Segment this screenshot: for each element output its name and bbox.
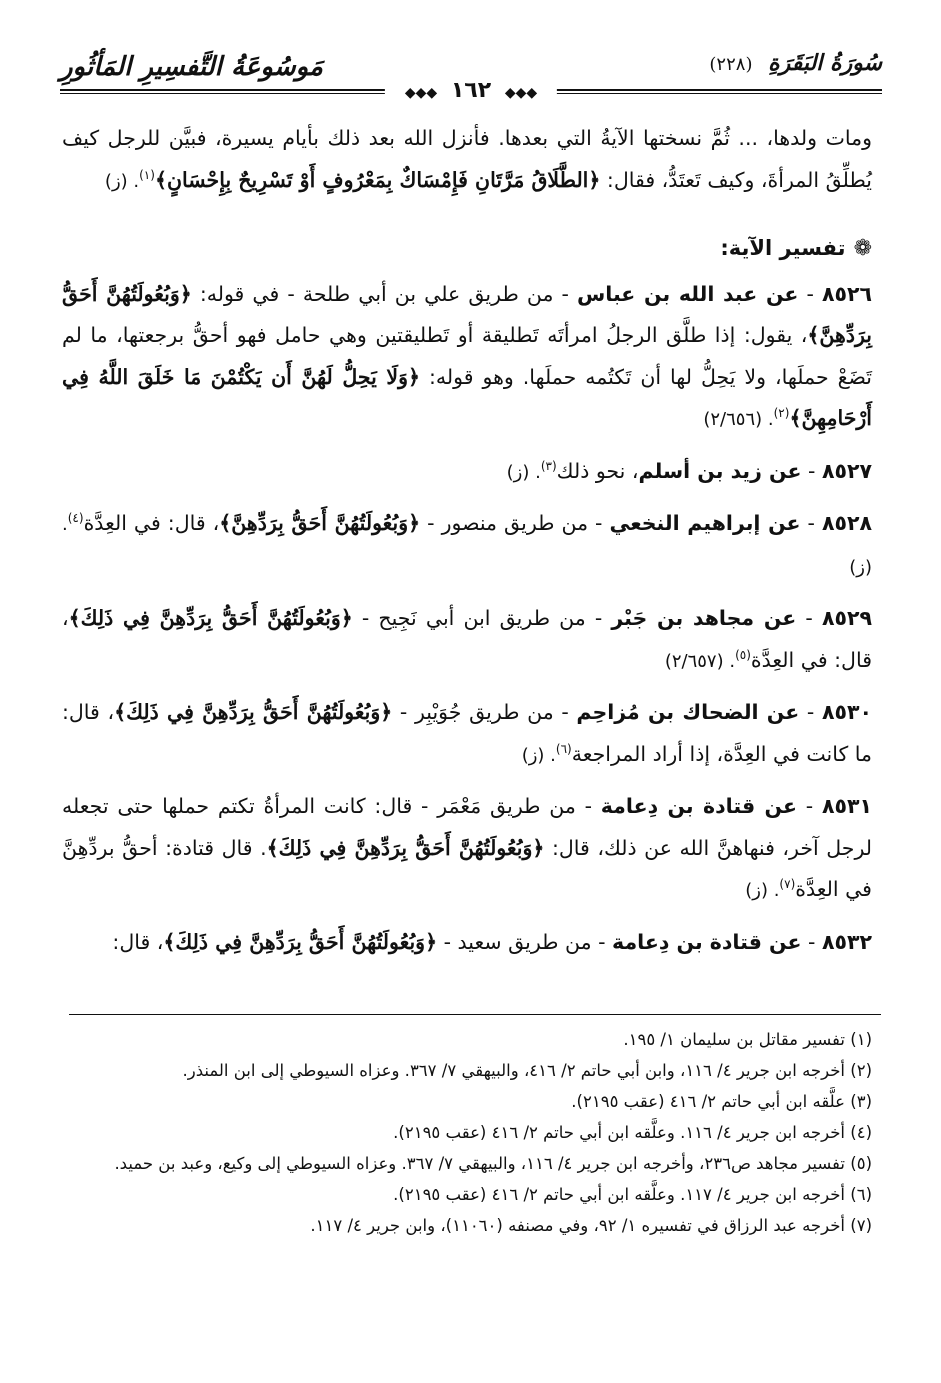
entry-number: ٨٥٢٧ (821, 458, 872, 483)
quran-verse: ﴿وَبُعُولَتُهُنَّ أَحَقُّ بِرَدِّهِنَّ فِي ذَلِكَ﴾ (68, 606, 353, 630)
page-number-box (385, 78, 557, 103)
dash: - (798, 281, 822, 306)
entry-number: ٨٥٣٠ (821, 700, 872, 724)
footnote: (١) تفسير مقاتل بن سليمان ١/ ١٩٥. (623, 1030, 872, 1049)
header-book-title: مَوسُوعَةُ التَّفسِيرِ المَأثُورِ (60, 52, 323, 82)
entry-text: - من طريق علي بن أبي طلحة - في قوله: (191, 281, 577, 306)
narrator: عن زيد بن أسلم (638, 458, 802, 483)
entry-paragraph (62, 274, 872, 441)
footnote-marker: (٦) (555, 741, 572, 756)
reference: . (ز) (745, 880, 780, 901)
footnote: (٧) أخرجه عبد الرزاق في تفسيره ١/ ٩٢، وفي مصنفه (١١٠٦٠)، وابن جرير ٤/ ١١٧. (310, 1216, 872, 1235)
main-text (62, 118, 872, 974)
footnote-marker: (٥) (735, 647, 751, 662)
reference: . (ز) (506, 461, 541, 483)
footnote: (٣) علَّقه ابن أبي حاتم ٢/ ٤١٦ (عقب ٢١٩٥). (571, 1092, 872, 1111)
dash: - (801, 458, 822, 483)
intro-text: ومات ولدها، ... ثُمَّ نسختها الآيةُ التي بعدها. فأنزل الله بعد ذلك بأيام يسيرة، فبيَّن للرجل كيف يُطلِّقُ المرأةَ، وكيف تَعتَدُّ، فقال: (62, 126, 872, 192)
entry-text: ، قال: في العِدَّة (62, 606, 872, 672)
reference: . (٢/٦٥٦) (703, 409, 774, 430)
section-heading-text: تفسير الآية: (720, 236, 846, 260)
entry-number: ٨٥٢٦ (821, 281, 873, 306)
footnote-rule (69, 1014, 881, 1015)
footnote-marker: (٣) (540, 458, 557, 473)
narrator: عن عبد الله بن عباس (576, 281, 799, 306)
entry-number: ٨٥٣٢ (821, 929, 872, 954)
footnote: (٥) تفسير مجاهد ص٢٣٦، وأخرجه ابن جرير ٤/ ١١٦، والبيهقي ٧/ ٣٦٧. وعزاه السيوطي إلى وكيع، وعبد بن حميد. (114, 1154, 872, 1173)
entry-number: ٨٥٢٨ (821, 511, 873, 535)
section-heading (62, 228, 872, 270)
footnote-marker: (٢) (773, 406, 790, 421)
reference: . (ز) (62, 514, 872, 578)
dash: - (799, 700, 822, 724)
entries-list (62, 274, 872, 965)
footnote: (٤) أخرجه ابن جرير ٤/ ١١٦. وعلَّقه ابن أبي حاتم ٢/ ٤١٦ (عقب ٢١٩٥). (393, 1123, 872, 1142)
entry-text: - من طريق ابن أبي نَجِيح - (352, 606, 612, 630)
entry-text: ، نحو ذلك (556, 458, 639, 483)
footnote: (٢) أخرجه ابن جرير ٤/ ١١٦، وابن أبي حاتم ٢/ ٤١٦، والبيهقي ٧/ ٣٦٧. وعزاه السيوطي إلى ابن المنذر. (182, 1061, 872, 1080)
quran-verse: ﴿وَبُعُولَتُهُنَّ أَحَقُّ بِرَدِّهِنَّ﴾ (219, 511, 421, 535)
entry-paragraph (62, 786, 872, 912)
quran-verse: ﴿وَبُعُولَتُهُنَّ أَحَقُّ بِرَدِّهِنَّ فِي ذَلِكَ﴾ (114, 700, 393, 724)
dash: - (801, 929, 822, 954)
narrator: عن مجاهد بن جَبْر (611, 606, 797, 630)
verse-ref: (٢٢٨) (709, 54, 753, 75)
footnote-marker: (٤) (67, 511, 84, 526)
ornament-icon: ◆◆◆ (504, 85, 538, 101)
reference: . (ز) (521, 744, 556, 766)
entry-text: - من طريق جُوَيْبِر - (392, 700, 577, 724)
narrator: عن قتادة بن دِعامة (600, 794, 797, 818)
page-header (60, 40, 882, 103)
entry-text: - من طريق سعيد - (437, 929, 613, 954)
intro-paragraph (62, 118, 872, 202)
entry-number: ٨٥٢٩ (821, 606, 872, 630)
footnote-marker: (١) (139, 167, 155, 182)
entry-paragraph (62, 692, 872, 776)
sura-name: سُورَةُ البَقَرَةِ (768, 50, 882, 76)
dash: - (796, 794, 822, 818)
entry-paragraph (62, 503, 872, 588)
narrator: عن الضحاك بن مُزاحِم (576, 700, 800, 724)
entry-text: ، يقول: إذا طلَّق الرجلُ امرأتَه تَطليقة أو تَطليقتين وهي حامل فهو أحقُّ برجعتها، ما لم تَضَعْ حملَها، ولا يَحِلُّ لها أن تَكتُمه حملَها. وهو قوله: (62, 323, 872, 389)
quran-verse: ﴿وَبُعُولَتُهُنَّ أَحَقُّ بِرَدِّهِنَّ﴾ (62, 281, 872, 347)
entry-paragraph (62, 451, 872, 494)
entry-paragraph (62, 922, 872, 965)
narrator: عن قتادة بن دِعامة (612, 929, 802, 954)
entry-text: . قال قتادة: أحقُّ بردِّهِنَّ في العِدَّة (62, 835, 872, 901)
header-sura (709, 50, 882, 76)
footnotes (62, 1026, 872, 1243)
quran-verse: ﴿وَبُعُولَتُهُنَّ أَحَقُّ بِرَدِّهِنَّ فِي ذَلِكَ﴾ (163, 929, 438, 954)
entry-text: - من طريق مَعْمَر - قال: كانت المرأةُ تكتم حملها حتى تجعله لرجل آخر، فنهاهنَّ الله عن ذلك، قال: (62, 794, 873, 860)
dash: - (800, 511, 822, 535)
footnote: (٦) أخرجه ابن جرير ٤/ ١١٧. وعلَّقه ابن أبي حاتم ٢/ ٤١٦ (عقب ٢١٩٥). (393, 1185, 872, 1204)
footnote-marker: (٧) (779, 877, 796, 892)
reference: . (٢/٦٥٧) (664, 650, 736, 672)
entry-text: - من طريق منصور - (420, 511, 610, 535)
narrator: عن إبراهيم النخعي (609, 511, 801, 535)
entry-number: ٨٥٣١ (821, 794, 872, 818)
entry-text: ، قال: ما كانت في العِدَّة، إذا أراد المراجعة (62, 700, 872, 766)
quran-verse: ﴿وَلَا يَحِلُّ لَهُنَّ أَن يَكْتُمْنَ مَا خَلَقَ اللَّهُ فِي أَرْحَامِهِنَّ﴾ (62, 364, 872, 430)
page-number: ١٦٢ (450, 78, 492, 103)
reference: . (ز) (104, 170, 140, 192)
entry-paragraph (62, 598, 872, 682)
entry-text: ، قال: (112, 929, 164, 954)
quran-verse: ﴿وَبُعُولَتُهُنَّ أَحَقُّ بِرَدِّهِنَّ فِي ذَلِكَ﴾ (266, 835, 545, 860)
flower-icon: ❁ (853, 236, 872, 261)
dash: - (796, 606, 822, 630)
ornament-icon: ◆◆◆ (404, 85, 438, 101)
entry-text: ، قال: في العِدَّة (83, 511, 220, 535)
quran-verse: ﴿الطَّلَاقُ مَرَّتَانِ فَإِمْسَاكٌ بِمَعْرُوفٍ أَوْ تَسْرِيحٌ بِإِحْسَانٍ﴾ (154, 167, 601, 192)
